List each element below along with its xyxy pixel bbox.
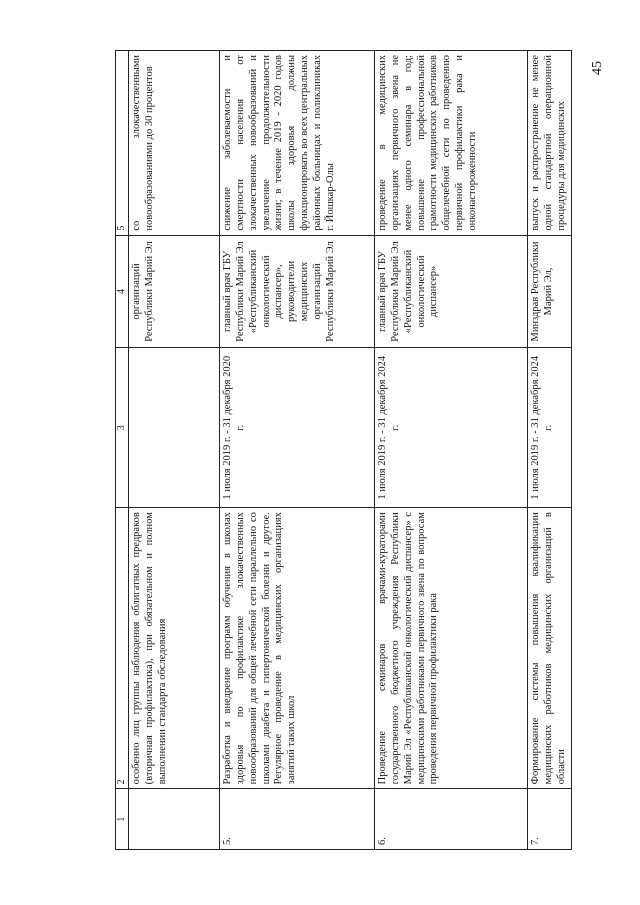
responsible-cell: главный врач ГБУ Республики Марий Эл «Республиканский онкологический диспансер» (375, 235, 528, 348)
header-col-2: 2 (116, 508, 129, 789)
responsible-cell: организаций Республики Марий Эл (129, 235, 220, 348)
measure-cell: особенно лиц группы наблюдения облигатных предраков (вторичная профилактика), при обязательном и полном выполнении стандарта обследования (129, 508, 220, 789)
responsible-cell: главный врач ГБУ Республики Марий Эл «Республиканский онкологический диспансер», руководители медицинских организаций Республики Марий Эл (220, 235, 375, 348)
measure-cell: Проведение семинаров врачами-кураторами государственного бюджетного учреждения Республики Марий Эл «Республиканский онкологический диспансер» с медицинскими работниками первичного звена по вопросам проведения первичной профилактики рака (375, 508, 528, 789)
row-number (129, 789, 220, 850)
measure-cell: Формирование системы повышения квалификации медицинских работников медицинских организаций в области (528, 508, 571, 789)
result-cell: проведение в медицинских организациях первичного звена не менее одного семинара в год; повышение профессиональной грамотности медицинских работников общелечебной сети по проведению первичной профилактики рака и онконастороженности (375, 51, 528, 236)
row-number: 6. (375, 789, 528, 850)
rotated-table-container (115, 50, 567, 850)
activity-table (115, 50, 572, 850)
responsible-cell: Минздрав Республики Марий Эл, (528, 235, 571, 348)
period-cell (129, 348, 220, 508)
measure-cell: Разработка и внедрение программ обучения в школах здоровья по профилактике злокачественных новообразований для общей лечебной сети параллельно со школами диабета и гипертонической болезни и другое. Регулярное проведение в медицинских организациях занятий таких школ (220, 508, 375, 789)
table-row (220, 51, 375, 850)
header-col-3: 3 (116, 348, 129, 508)
result-cell: выпуск и распространение не менее одной стандартной операционной процедуры для медицинских (528, 51, 571, 236)
table-row (528, 51, 571, 850)
result-cell: снижение заболеваемости и смертности населения от злокачественных новообразований и увеличение продолжительности жизни; в течение 2019 - 2020 годов школы здоровья должны функционировать во всех центральных районных больницах и поликлиниках г. Йошкар-Олы (220, 51, 375, 236)
period-cell: 1 июля 2019 г. - 31 декабря 2024 г. (528, 348, 571, 508)
result-cell: со злокачественными новообразованиями до 30 процентов (129, 51, 220, 236)
period-cell: 1 июля 2019 г. - 31 декабря 2024 г. (375, 348, 528, 508)
header-col-5: 5 (116, 51, 129, 236)
table-header-row (116, 51, 129, 850)
table-row (129, 51, 220, 850)
header-col-4: 4 (116, 235, 129, 348)
row-number: 7. (528, 789, 571, 850)
row-number: 5. (220, 789, 375, 850)
period-cell: 1 июля 2019 г. - 31 декабря 2020 г. (220, 348, 375, 508)
table-row (375, 51, 528, 850)
page-number: 45 (590, 61, 605, 75)
header-col-1: 1 (116, 789, 129, 850)
